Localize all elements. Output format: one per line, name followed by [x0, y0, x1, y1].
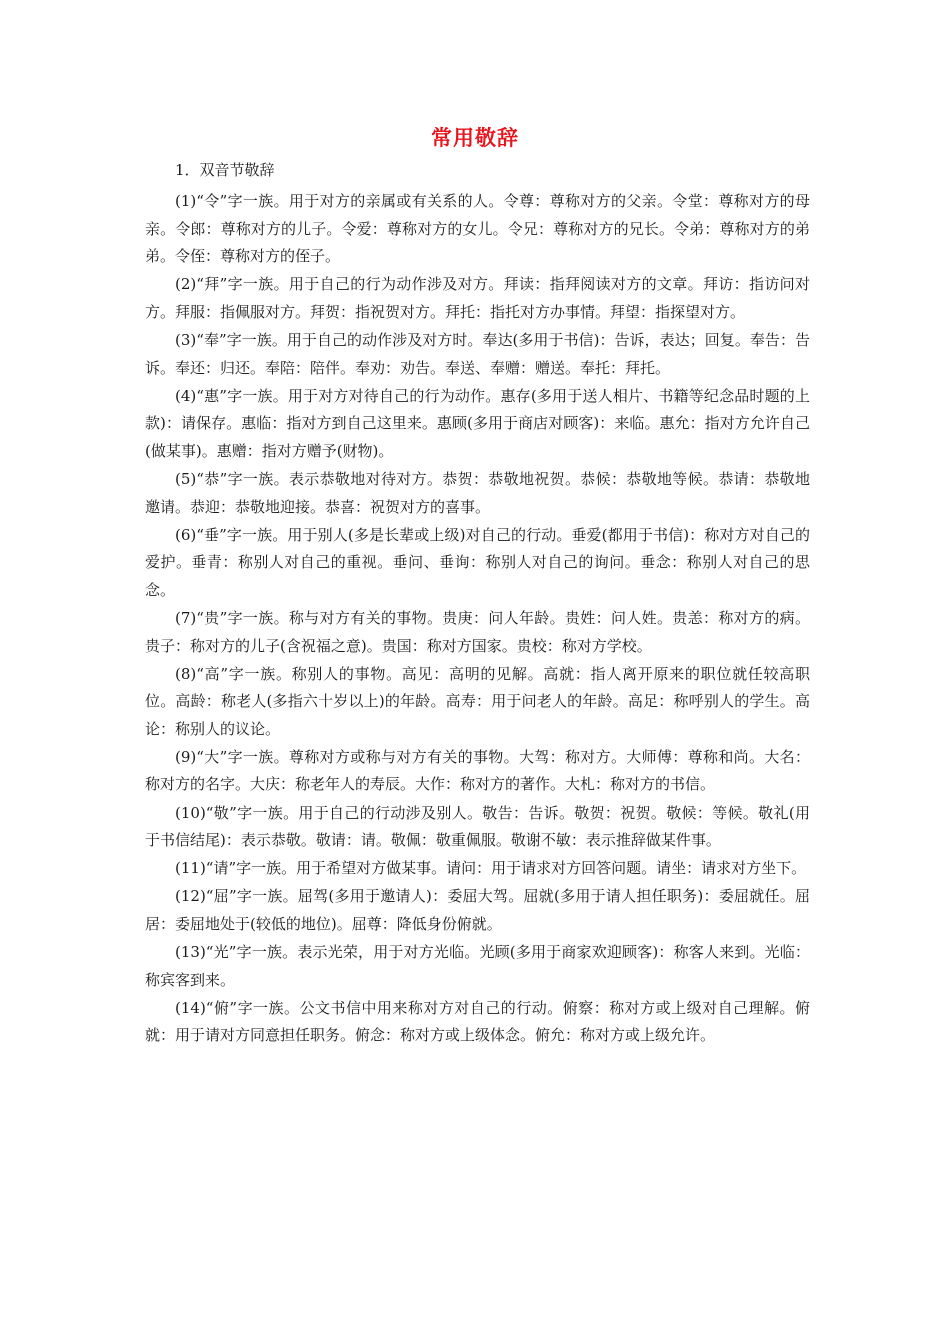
paragraph-guang: (13)“光”字一族。表示光荣，用于对方光临。光顾(多用于商家欢迎顾客)：称客人来到。光临：称宾客到来。 [145, 943, 810, 989]
paragraph-jing: (10)“敬”字一族。用于自己的行动涉及别人。敬告：告诉。敬贺：祝贺。敬候：等候。敬礼(用于书信结尾)：表示恭敬。敬请：请。敬佩：敬重佩服。敬谢不敏：表示推辞做某件事。 [145, 803, 810, 850]
page-title: 常用敬辞 [431, 126, 519, 150]
paragraph-da: (9)“大”字一族。尊称对方或称与对方有关的事物。大驾：称对方。大师傅：尊称和尚。大名：称对方的名字。大庆：称老年人的寿辰。大作：称对方的著作。大札：称对方的书信。 [145, 747, 810, 794]
paragraph-fu: (14)“俯”字一族。公文书信中用来称对方对自己的行动。俯察：称对方或上级对自己理解。俯就：用于请对方同意担任职务。俯念：称对方或上级体念。俯允：称对方或上级允许。 [145, 998, 810, 1045]
paragraph-feng: (3)“奉”字一族。用于自己的动作涉及对方时。奉达(多用于书信)：告诉，表达；回复。奉告：告诉。奉还：归还。奉陪：陪伴。奉劝：劝告。奉送、奉赠：赠送。奉托：拜托。 [145, 330, 810, 377]
section-heading: 1．双音节敬辞 [175, 161, 275, 179]
paragraph-gong: (5)“恭”字一族。表示恭敬地对待对方。恭贺：恭敬地祝贺。恭候：恭敬地等候。恭请：恭敬地邀请。恭迎：恭敬地迎接。恭喜：祝贺对方的喜事。 [145, 469, 810, 516]
paragraph-ling: (1)“令”字一族。用于对方的亲属或有关系的人。令尊：尊称对方的父亲。令堂：尊称对方的母亲。令郎：尊称对方的儿子。令爱：尊称对方的女儿。令兄：尊称对方的兄长。令弟：尊称对方的弟弟。令侄：尊称对方的侄子。 [145, 192, 810, 266]
paragraph-hui: (4)“惠”字一族。用于对方对待自己的行为动作。惠存(多用于送人相片、书籍等纪念品时题的上款)：请保存。惠临：指对方到自己这里来。惠顾(多用于商店对顾客)：来临。惠允：指对方允许自己(做某事)。惠赠：指对方赠予(财物)。 [145, 386, 810, 460]
paragraph-qu: (12)“屈”字一族。屈驾(多用于邀请人)：委屈大驾。屈就(多用于请人担任职务)：委屈就任。屈居：委屈地处于(较低的地位)。屈尊：降低身份俯就。 [145, 887, 810, 933]
document-body [145, 157, 810, 1050]
paragraph-chui: (6)“垂”字一族。用于别人(多是长辈或上级)对自己的行动。垂爱(都用于书信)：称对方对自己的爱护。垂青：称别人对自己的重视。垂问、垂询：称别人对自己的询问。垂念：称别人对自己的思念。 [145, 525, 810, 599]
paragraph-qing: (11)“请”字一族。用于希望对方做某事。请问：用于请求对方回答问题。请坐：请求对方坐下。 [175, 859, 807, 878]
paragraph-bai: (2)“拜”字一族。用于自己的行为动作涉及对方。拜读：指拜阅读对方的文章。拜访：指访问对方。拜服：指佩服对方。拜贺：指祝贺对方。拜托：指托对方办事情。拜望：指探望对方。 [145, 275, 810, 321]
paragraph-gui: (7)“贵”字一族。称与对方有关的事物。贵庚：问人年龄。贵姓：问人姓。贵恙：称对方的病。贵子：称对方的儿子(含祝福之意)。贵国：称对方国家。贵校：称对方学校。 [145, 608, 810, 655]
paragraph-gao: (8)“高”字一族。称别人的事物。高见：高明的见解。高就：指人离开原来的职位就任较高职位。高龄：称老人(多指六十岁以上)的年龄。高寿：用于问老人的年龄。高足：称呼别人的学生。高论：称别人的议论。 [145, 664, 810, 738]
